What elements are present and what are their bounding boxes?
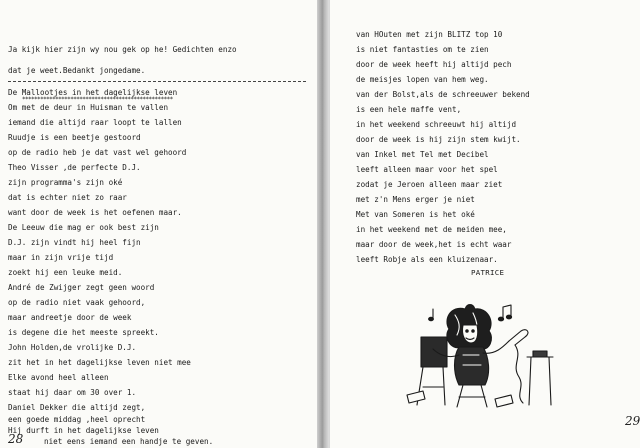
poem-line: Ruudje is een beetje gestoord [8, 133, 141, 142]
poem-line: staat hij daar om 30 over 1. [8, 388, 137, 397]
dashed-divider [8, 81, 306, 82]
poem-line: zit het in het dagelijkse leven niet mee [8, 358, 191, 367]
poem-line: De Leeuw die mag er ook best zijn [8, 223, 159, 232]
poem-line: Elke avond heel alleen [8, 373, 109, 382]
page-number-left: 28 [8, 432, 24, 446]
poem-line: van der Bolst,als de schreeuwer bekend [356, 90, 530, 99]
poem-line: leeft Robje als een kluizenaar. [356, 255, 498, 264]
poem-line: is niet fantasties om te zien [356, 45, 489, 54]
cartoon-illustration [403, 295, 558, 410]
poem-line: door de week is hij zijn stem kwijt. [356, 135, 521, 144]
poem-line: want door de week is het oefenen maar. [8, 208, 182, 217]
poem-line: zijn programma's zijn oké [8, 178, 123, 187]
poem-line: in het weekend met de meiden mee, [356, 225, 507, 234]
poem-line: de meisjes lopen van hem weg. [356, 75, 489, 84]
right-page [329, 0, 640, 448]
poem-line: Hij durft in het dagelijkse leven [8, 426, 159, 435]
poem-title: De Mallootjes in het dagelijkse leven [8, 88, 178, 97]
poem-line: leeft alleen maar voor het spel [356, 165, 498, 174]
poem-line: zodat je Jeroen alleen maar ziet [356, 180, 503, 189]
poem-line: is een hele maffe vent, [356, 105, 462, 114]
left-page [0, 0, 318, 448]
poem-line: een goede middag ,heel oprecht [8, 415, 146, 424]
page-number-right: 29 [625, 414, 640, 428]
poem-line: met z'n Mens erger je niet [356, 195, 475, 204]
poem-line: van HOuten met zijn BLITZ top 10 [356, 30, 503, 39]
poem-line: iemand die altijd raar loopt te lallen [8, 118, 182, 127]
book-gutter [317, 0, 329, 448]
poem-line: maar door de week,het is echt waar [356, 240, 512, 249]
poem-line: Met van Someren is het oké [356, 210, 475, 219]
poem-line: John Holden,de vrolijke D.J. [8, 343, 137, 352]
poem-line: Daniel Dekker die altijd zegt, [8, 403, 146, 412]
poem-line: op de radio heb je dat vast wel gehoord [8, 148, 187, 157]
poem-line: van Inkel met Tel met Decibel [356, 150, 489, 159]
poem-line: Theo Visser ,de perfecte D.J. [8, 163, 141, 172]
intro-line: Ja kijk hier zijn wy nou gek op he! Gedichten enzo [8, 45, 237, 54]
poem-line: Om met de deur in Huisman te vallen [8, 103, 169, 112]
poem-line: dat is echter niet zo raar [8, 193, 127, 202]
author-signature: PATRICE [471, 268, 505, 277]
poem-line: zoekt hij een leuke meid. [8, 268, 123, 277]
intro-line: dat je weet.Bedankt jongedame. [8, 66, 146, 75]
poem-line: is degene die het meeste spreekt. [8, 328, 159, 337]
poem-line: D.J. zijn vindt hij heel fijn [8, 238, 141, 247]
poem-line: André de Zwijger zegt geen woord [8, 283, 155, 292]
asterisk-underline: ************************************************** [22, 96, 173, 103]
poem-line: op de radio niet vaak gehoord, [8, 298, 146, 307]
poem-line: door de week heeft hij altijd pech [356, 60, 512, 69]
poem-line: niet eens iemand een handje te geven. [44, 437, 214, 446]
poem-line: maar andreetje door de week [8, 313, 132, 322]
poem-line: maar in zijn vrije tijd [8, 253, 114, 262]
poem-line: in het weekend schreeuwt hij altijd [356, 120, 517, 129]
